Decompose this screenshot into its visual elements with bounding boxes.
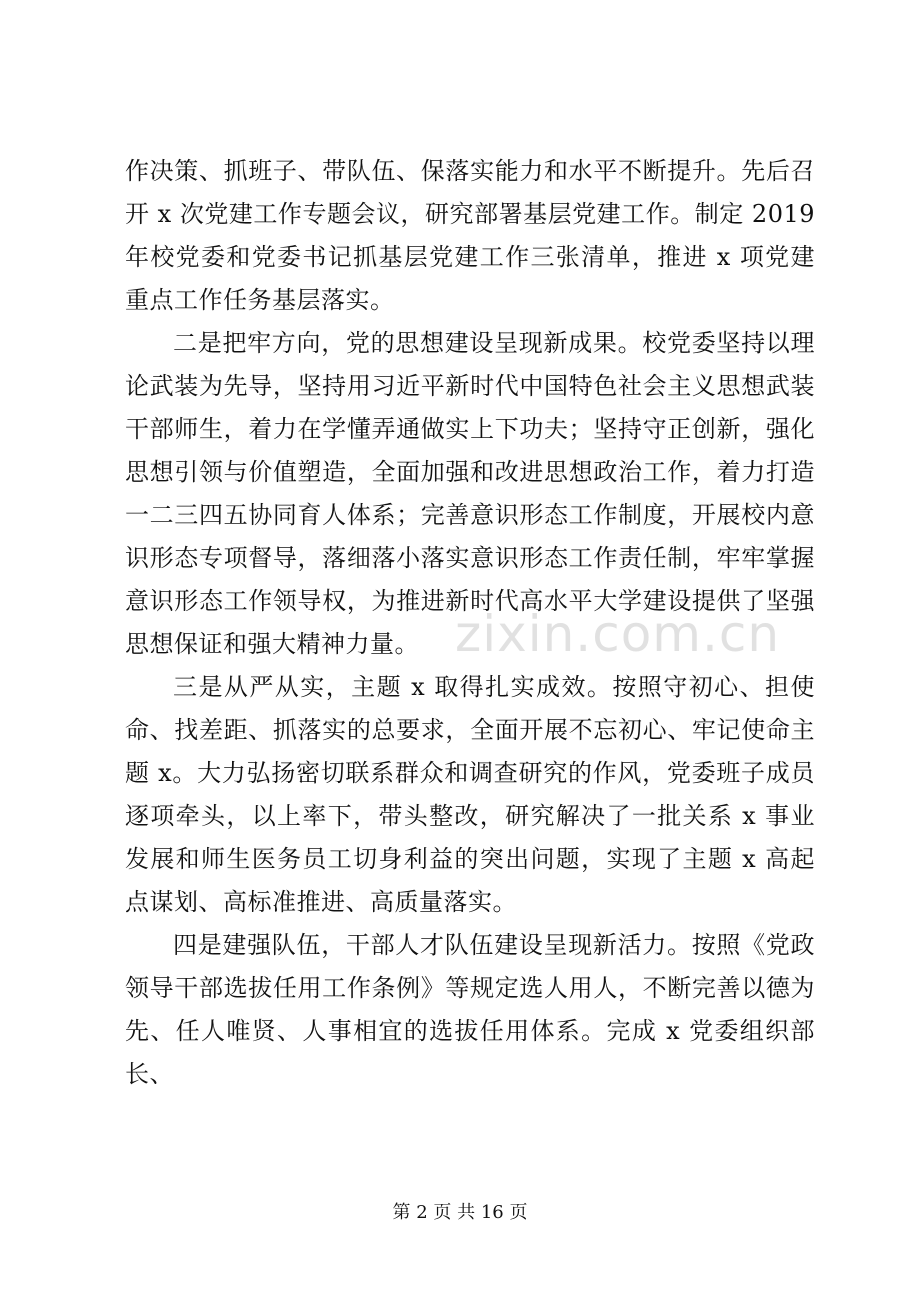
watermark: zixin.com.cn: [455, 605, 781, 663]
paragraph-3: 三是从严从实，主题 x 取得扎实成效。按照守初心、担使命、找差距、抓落实的总要求，全面开展不忘初心、牢记使命主题 x。大力弘扬密切联系群众和调查研究的作风，党委班子成员逐项牵头，以上率下，带头整改，研究解决了一批关系 x 事业发展和师生医务员工切身利益的突出问题，实现了主题 x 高起点谋划、高标准推进、高质量落实。: [125, 673, 815, 916]
paragraph-1: 作决策、抓班子、带队伍、保落实能力和水平不断提升。先后召开 x 次党建工作专题会议，研究部署基层党建工作。制定 2019 年校党委和党委书记抓基层党建工作三张清单，推进 x 项党建重点工作任务基层落实。: [125, 157, 815, 314]
paragraph-4: 四是建强队伍，干部人才队伍建设呈现新活力。按照《党政领导干部选拔任用工作条例》等规定选人用人，不断完善以德为先、任人唯贤、人事相宜的选拔任用体系。完成 x 党委组织部长、: [125, 931, 815, 1088]
paragraph-2: 二是把牢方向，党的思想建设呈现新成果。校党委坚持以理论武装为先导，坚持用习近平新时代中国特色社会主义思想武装干部师生，着力在学懂弄通做实上下功夫；坚持守正创新，强化思想引领与价值塑造，全面加强和改进思想政治工作，着力打造一二三四五协同育人体系；完善意识形态工作制度，开展校内意识形态专项督导，落细落小落实意识形态工作责任制，牢牢掌握意识形态工作领导权，为推进新时代高水平大学建设提供了坚强思想保证和强大精神力量。: [125, 329, 815, 658]
page-footer: 第 2 页 共 16 页: [392, 1202, 528, 1223]
